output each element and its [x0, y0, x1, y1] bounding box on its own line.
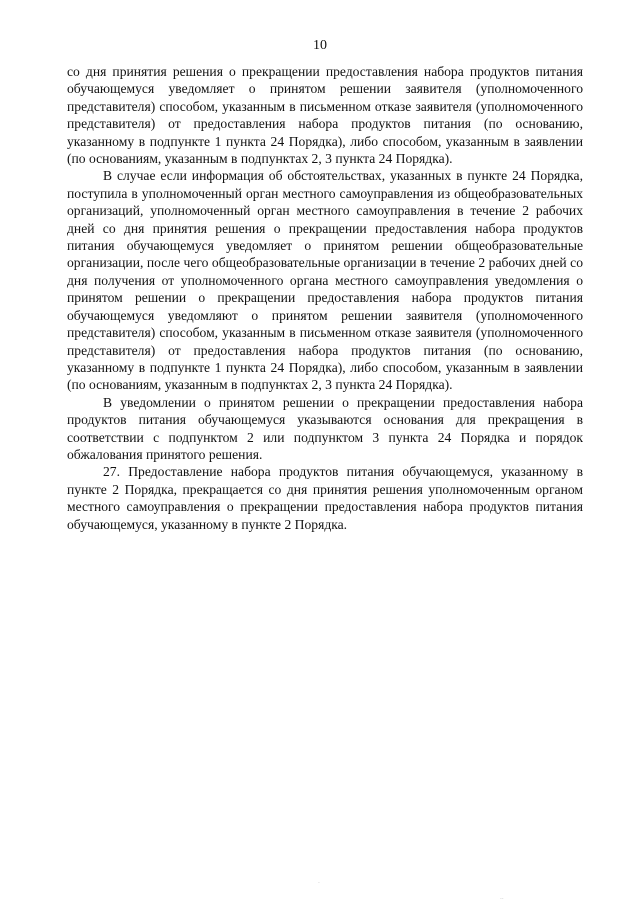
- paragraph-notification-contents: В уведомлении о принятом решении о прекращении предоставления набора продуктов питания обучающемуся указываются основания для прекращения в соответствии с подпунктом 2 или подпунктом 3 пункта 24 Порядка и порядок обжалования принятого решения.: [67, 394, 583, 462]
- page-number: 10: [313, 38, 327, 53]
- paragraph-27-termination: 27. Предоставление набора продуктов питания обучающемуся, указанному в пункте 2 Порядка, прекращается со дня принятия решения уполномоченным органом местного самоуправления о прекращении предоставления набора продуктов питания обучающемуся, указанному в пункте 2 Порядка.: [67, 464, 583, 532]
- paragraph-continuation: со дня принятия решения о прекращении предоставления набора продуктов питания обучающемуся уведомляет о принятом решении заявителя (уполномоченного представителя) способом, указанным в письменном отказе заявителя (уполномоченного представителя) от предоставления набора продуктов питания (по основанию, указанному в подпункте 1 пункта 24 Порядка), либо способом, указанным в заявлении (по основаниям, указанным в подпунктах 2, 3 пункта 24 Порядка).: [67, 64, 583, 167]
- paragraph-notification-from-schools: В случае если информация об обстоятельствах, указанных в пункте 24 Порядка, поступила в уполномоченный орган местного самоуправления из общеобразовательных организаций, уполномоченный орган местного самоуправления в течение 2 рабочих дней со дня принятия решения о прекращении предоставления набора продуктов питания обучающемуся уведомляет о принятом решении общеобразовательные организации, после чего общеобразовательные организации в течение 2 рабочих дней со дня получения от уполномоченного органа местного самоуправления уведомления о принятом решении о прекращении предоставления набора продуктов питания обучающемуся уведомляют о принятом решении заявителя (уполномоченного представителя) способом, указанным в письменном отказе заявителя (уполномоченного представителя) от предоставления набора продуктов питания (по основанию, указанному в подпункте 1 пункта 24 Порядка), либо способом, указанным в заявлении (по основаниям, указанным в подпунктах 2, 3 пункта 24 Порядка).: [67, 168, 583, 393]
- scan-speck: ·: [318, 880, 320, 887]
- document-body: [67, 63, 583, 533]
- scan-speck: ··: [500, 896, 504, 903]
